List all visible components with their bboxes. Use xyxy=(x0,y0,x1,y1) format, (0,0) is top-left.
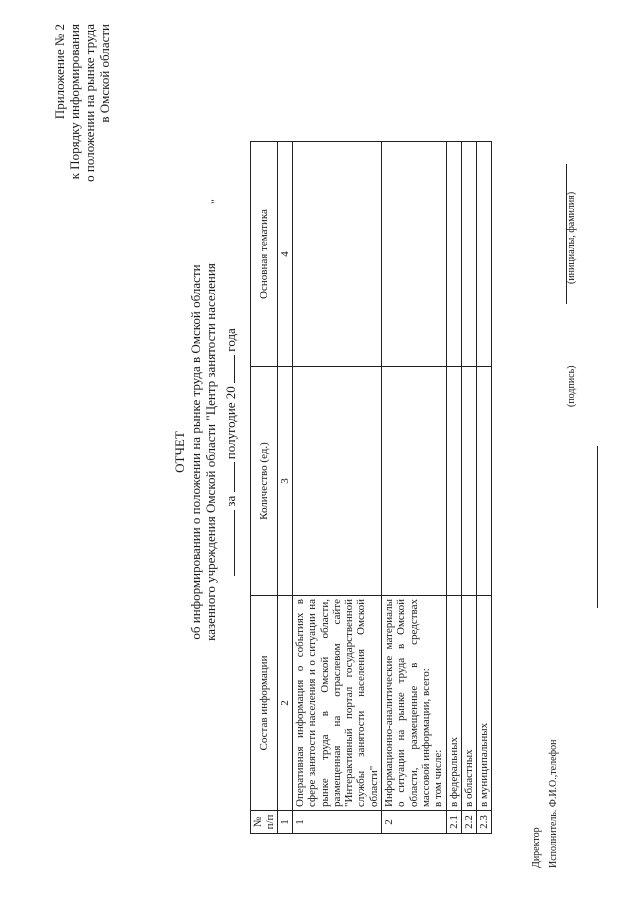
row-num: 2.1 xyxy=(446,811,461,834)
row-theme xyxy=(382,142,446,367)
period-prefix: за xyxy=(223,495,238,507)
index-cell: 1 xyxy=(278,811,293,834)
table-header-row xyxy=(251,142,278,834)
director-label: Директор xyxy=(531,827,542,868)
row-composition: в муниципальных xyxy=(477,596,492,811)
appendix-line-4: в Омской области xyxy=(97,24,112,123)
row-theme xyxy=(293,142,382,367)
header-composition: Состав информации xyxy=(251,596,278,811)
row-quantity xyxy=(461,367,476,596)
row-quantity xyxy=(293,367,382,596)
row-composition xyxy=(382,596,446,811)
row-composition-text: Информационно-аналитические материалы о ситуации на рынке труда в Омской области, размещенные в средствах массовой информации, всего: xyxy=(383,599,432,807)
index-cell: 3 xyxy=(278,367,293,596)
period-blank-2 xyxy=(222,462,235,492)
header-num: № п/п xyxy=(251,811,278,834)
signature-caption: (подпись) xyxy=(566,365,577,407)
row-quantity xyxy=(382,367,446,596)
appendix-header xyxy=(52,24,112,182)
row-num: 2.3 xyxy=(477,811,492,834)
executor-label: Исполнитель. Ф.И.О.,телефон xyxy=(548,739,559,868)
appendix-line-2: к Порядку информирования xyxy=(67,24,82,180)
table-row xyxy=(446,142,461,834)
director-signature-line xyxy=(597,446,598,608)
row-theme xyxy=(446,142,461,367)
table-row xyxy=(477,142,492,834)
row-composition: в областных xyxy=(461,596,476,811)
report-title: ОТЧЕТ xyxy=(172,431,187,473)
row-num: 2.2 xyxy=(461,811,476,834)
name-caption: (инициалы, фамилия) xyxy=(566,191,577,284)
table-row xyxy=(382,142,446,834)
row-num: 1 xyxy=(293,811,382,834)
period-blank-1 xyxy=(222,510,235,576)
header-theme: Основная тематика xyxy=(251,142,278,367)
table-index-row xyxy=(278,142,293,834)
row-num: 2 xyxy=(382,811,446,834)
period-suffix: года xyxy=(223,328,238,352)
report-table xyxy=(250,141,492,834)
report-period-line xyxy=(222,0,239,904)
row-quantity xyxy=(477,367,492,596)
row-composition-note: в том числе: xyxy=(432,749,445,807)
row-composition: Оперативная информация о событиях в сфере занятости населения и о ситуации на рынке труда в Омской области, размещенная на отраслевом сайте "Интерактивный портал государственной службы занятости населения Омской области" xyxy=(293,596,382,811)
table-row xyxy=(461,142,476,834)
row-composition: в федеральных xyxy=(446,596,461,811)
appendix-line-1: Приложение № 2 xyxy=(52,24,67,120)
index-cell: 2 xyxy=(278,596,293,811)
row-theme xyxy=(477,142,492,367)
appendix-line-3: о положении на рынке труда xyxy=(82,24,97,182)
header-quantity: Количество (ед.) xyxy=(251,367,278,596)
period-blank-3 xyxy=(222,355,235,383)
closing-quote: " xyxy=(208,199,222,204)
report-subtitle-1: об информировании о положении на рынке труда в Омской области xyxy=(188,264,203,640)
row-theme xyxy=(461,142,476,367)
row-quantity xyxy=(446,367,461,596)
index-cell: 4 xyxy=(278,142,293,367)
report-subtitle-2: казенного учреждения Омской области "Центр занятости населения xyxy=(203,263,218,641)
period-middle: полугодие 20 xyxy=(223,386,238,460)
table-row xyxy=(293,142,382,834)
